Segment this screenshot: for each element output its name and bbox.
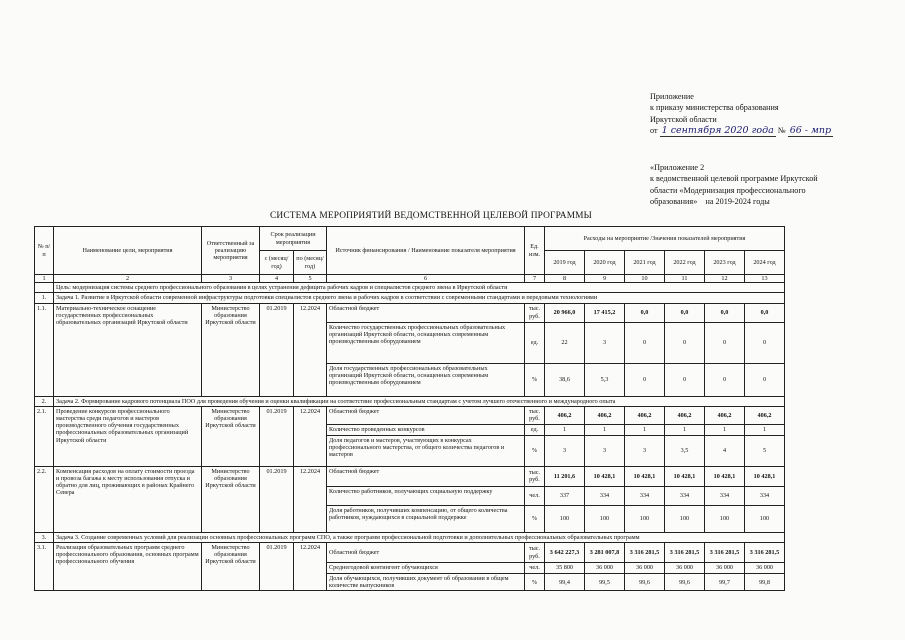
appendix-line: Иркутской области (650, 114, 717, 124)
year-header: 2022 год (665, 251, 705, 275)
measure-number: 3.1. (35, 543, 54, 591)
task-text: Задача 2. Формирование кадрового потенциала ПОО для проведения обучения и оценки квалификации на соответствие профессиональным стандартам с учетом лучшего отечественного и международного опыта (54, 396, 785, 406)
indicator-unit: ед. (525, 322, 545, 363)
indicator-source: Доля работников, получивших компенсацию, от общего количества работников, нуждающихся в социальной поддержке (327, 505, 525, 532)
value-cell: 406,2 (705, 406, 745, 424)
value-cell: 0 (745, 363, 785, 396)
value-cell: 0 (665, 322, 705, 363)
value-cell: 3 316 281,5 (665, 543, 705, 563)
value-cell: 36 000 (665, 563, 705, 574)
col-period-header: Срок реализации мероприятия (260, 227, 327, 251)
value-cell: 100 (585, 505, 625, 532)
measure-number: 1.1. (35, 303, 54, 396)
column-index: 10 (625, 275, 665, 283)
col-to-header: по (месяц/ год) (294, 251, 327, 275)
year-header: 2024 год (745, 251, 785, 275)
col-resp-header: Ответственный за реализацию мероприятия (202, 227, 260, 275)
col-unit-header: Ед. изм. (525, 227, 545, 275)
column-index: 12 (705, 275, 745, 283)
appendix2-line: «Приложение 2 (650, 163, 705, 172)
value-cell: 20 966,0 (545, 303, 585, 322)
column-index: 8 (545, 275, 585, 283)
value-cell: 99,6 (665, 574, 705, 591)
goal-row (35, 283, 785, 293)
col-source-header: Источник финансирования / Наименование показателя мероприятия (327, 227, 525, 275)
value-cell: 0 (705, 363, 745, 396)
value-cell: 0 (625, 363, 665, 396)
indicator-source: Количество работников, получающих социальную поддержку (327, 486, 525, 505)
indicator-source: Количество проведенных конкурсов (327, 424, 525, 435)
column-index: 11 (665, 275, 705, 283)
measure-from: 01.2019 (260, 543, 294, 591)
value-cell: 334 (745, 486, 785, 505)
value-cell: 36 000 (585, 563, 625, 574)
year-header: 2020 год (585, 251, 625, 275)
document-title: СИСТЕМА МЕРОПРИЯТИЙ ВЕДОМСТВЕННОЙ ЦЕЛЕВОЙ ПРОГРАММЫ (270, 211, 592, 221)
measure-to: 12.2024 (294, 303, 327, 396)
measure-name: Проведение конкурсов профессионального мастерства среди педагогов и мастеров производственного обучения государственных профессиональных образовательных организаций Иркутской области (54, 406, 202, 466)
value-cell: 0,0 (625, 303, 665, 322)
value-cell: 334 (585, 486, 625, 505)
value-cell: 99,7 (705, 574, 745, 591)
value-cell: 3 316 281,5 (745, 543, 785, 563)
value-cell: 337 (545, 486, 585, 505)
value-cell: 5,3 (585, 363, 625, 396)
year-header: 2019 год (545, 251, 585, 275)
indicator-source: Доля педагогов и мастеров, участвующих в конкурсах профессионального мастерства, от общего количества педагогов и мастеров (327, 435, 525, 466)
indicator-source: Количество государственных профессиональных образовательных организаций Иркутской области, оснащенных современным производственным оборудованием (327, 322, 525, 363)
date-prefix: от (650, 126, 658, 136)
column-index: 4 (260, 275, 294, 283)
column-index: 9 (585, 275, 625, 283)
measure-responsible: Министерство образования Иркутской области (202, 303, 260, 396)
value-cell: 11 201,6 (545, 466, 585, 486)
value-cell: 100 (665, 505, 705, 532)
indicator-unit: тыс. руб. (525, 406, 545, 424)
value-cell: 5 (745, 435, 785, 466)
appendix2-line: образования» на 2019-2024 годы (650, 197, 770, 207)
value-cell: 0 (705, 322, 745, 363)
value-cell: 406,2 (545, 406, 585, 424)
value-cell: 0 (625, 322, 665, 363)
measure-row (35, 466, 785, 486)
value-cell: 36 000 (745, 563, 785, 574)
task-number: 2. (35, 396, 54, 406)
task-row (35, 396, 785, 406)
indicator-unit: тыс. руб. (525, 303, 545, 322)
value-cell: 334 (705, 486, 745, 505)
indicator-unit: % (525, 505, 545, 532)
task-number: 1. (35, 293, 54, 303)
value-cell: 3 281 007,8 (585, 543, 625, 563)
value-cell: 0,0 (665, 303, 705, 322)
value-cell: 334 (625, 486, 665, 505)
task-text: Задача 1. Развитие в Иркутской области современной инфраструктуры подготовки специалистов среднего звена и рабочих кадров в соответствии с современными стандартами и передовыми технологиями (54, 293, 785, 303)
appendix-block (650, 91, 890, 137)
value-cell: 100 (625, 505, 665, 532)
task-text: Задача 3. Создание современных условий для реализации основных профессиональных программ СПО, а также программ профессиональной подготовки и дополнительных профессиональных образовательных программ (54, 532, 785, 542)
value-cell: 99,5 (585, 574, 625, 591)
value-cell: 1 (585, 424, 625, 435)
indicator-source: Областной бюджет (327, 543, 525, 563)
measures-table (34, 226, 785, 591)
col-name-header: Наименование цели, мероприятия (54, 227, 202, 275)
handwritten-number: 66 - мпр (789, 125, 832, 137)
indicator-source: Доля обучающихся, получивших документ об образовании в общем количестве выпускников (327, 574, 525, 591)
measure-row (35, 543, 785, 563)
measure-from: 01.2019 (260, 406, 294, 466)
value-cell: 406,2 (745, 406, 785, 424)
indicator-unit: чел. (525, 563, 545, 574)
handwritten-date: 1 сентября 2020 года (661, 125, 774, 137)
indicator-unit: ед. (525, 424, 545, 435)
value-cell: 0,0 (705, 303, 745, 322)
number-sign: № (777, 126, 786, 136)
task-row (35, 532, 785, 542)
value-cell: 0 (745, 322, 785, 363)
value-cell: 0,0 (745, 303, 785, 322)
value-cell: 1 (705, 424, 745, 435)
value-cell: 35 800 (545, 563, 585, 574)
measure-to: 12.2024 (294, 543, 327, 591)
value-cell: 22 (545, 322, 585, 363)
header-row (35, 227, 785, 251)
indicator-unit: % (525, 435, 545, 466)
col-num-header: № п/п (35, 227, 54, 275)
value-cell: 38,6 (545, 363, 585, 396)
column-index-row (35, 275, 785, 283)
indicator-unit: % (525, 574, 545, 591)
task-number: 3. (35, 532, 54, 542)
task-row (35, 293, 785, 303)
value-cell: 3 316 281,5 (625, 543, 665, 563)
measure-name: Компенсация расходов на оплату стоимости проезда и провоза багажа к месту использования отпуска и обратно для лиц, проживающих в районах Крайнего Севера (54, 466, 202, 532)
column-index: 1 (35, 275, 54, 283)
indicator-source: Областной бюджет (327, 303, 525, 322)
indicator-unit: % (525, 363, 545, 396)
value-cell: 100 (705, 505, 745, 532)
value-cell: 3 (625, 435, 665, 466)
value-cell: 99,6 (625, 574, 665, 591)
value-cell: 0 (665, 363, 705, 396)
col-expenses-header: Расходы на мероприятие /Значения показателей мероприятия (545, 227, 785, 251)
measure-from: 01.2019 (260, 466, 294, 532)
measure-name: Реализация образовательных программ среднего профессионального образования, основных программ профессионального обучения (54, 543, 202, 591)
value-cell: 99,8 (745, 574, 785, 591)
goal-text: Цель: модернизация системы среднего профессионального образования в целях устранения дефицита рабочих кадров и специалистов среднего звена в Иркутской области (54, 283, 785, 293)
value-cell: 36 000 (625, 563, 665, 574)
value-cell: 10 428,1 (625, 466, 665, 486)
indicator-unit: тыс. руб. (525, 466, 545, 486)
column-index: 3 (202, 275, 260, 283)
indicator-source: Областной бюджет (327, 466, 525, 486)
measure-name: Материально-техническое оснащение государственных профессиональных образовательных организаций Иркутской области (54, 303, 202, 396)
measure-row (35, 303, 785, 322)
measure-responsible: Министерство образования Иркутской области (202, 466, 260, 532)
appendix2-line: области «Модернизация профессионального (650, 185, 806, 195)
measure-to: 12.2024 (294, 406, 327, 466)
value-cell: 3 642 227,3 (545, 543, 585, 563)
value-cell: 3 (545, 435, 585, 466)
column-index: 13 (745, 275, 785, 283)
value-cell: 100 (745, 505, 785, 532)
column-index: 6 (327, 275, 525, 283)
value-cell: 406,2 (625, 406, 665, 424)
measure-to: 12.2024 (294, 466, 327, 532)
value-cell: 100 (545, 505, 585, 532)
value-cell: 3 (585, 435, 625, 466)
appendix2-line: к ведомственной целевой программе Иркутской (650, 174, 818, 184)
value-cell: 10 428,1 (745, 466, 785, 486)
measure-row (35, 406, 785, 424)
measure-responsible: Министерство образования Иркутской области (202, 406, 260, 466)
value-cell: 1 (665, 424, 705, 435)
value-cell: 3 (585, 322, 625, 363)
appendix2-block (650, 162, 890, 208)
value-cell: 1 (545, 424, 585, 435)
value-cell: 3,5 (665, 435, 705, 466)
value-cell: 17 415,2 (585, 303, 625, 322)
value-cell: 334 (665, 486, 705, 505)
value-cell: 406,2 (665, 406, 705, 424)
indicator-unit: чел. (525, 486, 545, 505)
value-cell: 4 (705, 435, 745, 466)
value-cell: 3 316 281,5 (705, 543, 745, 563)
column-index: 2 (54, 275, 202, 283)
col-from-header: с (месяц/ год) (260, 251, 294, 275)
indicator-unit: тыс. руб. (525, 543, 545, 563)
appendix-line: к приказу министерства образования (650, 103, 779, 113)
measure-number: 2.2. (35, 466, 54, 532)
value-cell: 406,2 (585, 406, 625, 424)
column-index: 7 (525, 275, 545, 283)
value-cell: 36 000 (705, 563, 745, 574)
indicator-source: Областной бюджет (327, 406, 525, 424)
year-header: 2021 год (625, 251, 665, 275)
indicator-source: Среднегодовой контингент обучающихся (327, 563, 525, 574)
appendix-line: Приложение (650, 92, 694, 101)
measure-from: 01.2019 (260, 303, 294, 396)
value-cell: 10 428,1 (705, 466, 745, 486)
value-cell: 10 428,1 (665, 466, 705, 486)
value-cell: 10 428,1 (585, 466, 625, 486)
measure-number: 2.1. (35, 406, 54, 466)
measure-responsible: Министерство образования Иркутской области (202, 543, 260, 591)
appendix-date-line (650, 125, 890, 136)
value-cell: 1 (745, 424, 785, 435)
value-cell: 99,4 (545, 574, 585, 591)
column-index: 5 (294, 275, 327, 283)
value-cell: 1 (625, 424, 665, 435)
indicator-source: Доля государственных профессиональных образовательных организаций Иркутской области, оснащенных современным производственным оборудованием (327, 363, 525, 396)
year-header: 2023 год (705, 251, 745, 275)
